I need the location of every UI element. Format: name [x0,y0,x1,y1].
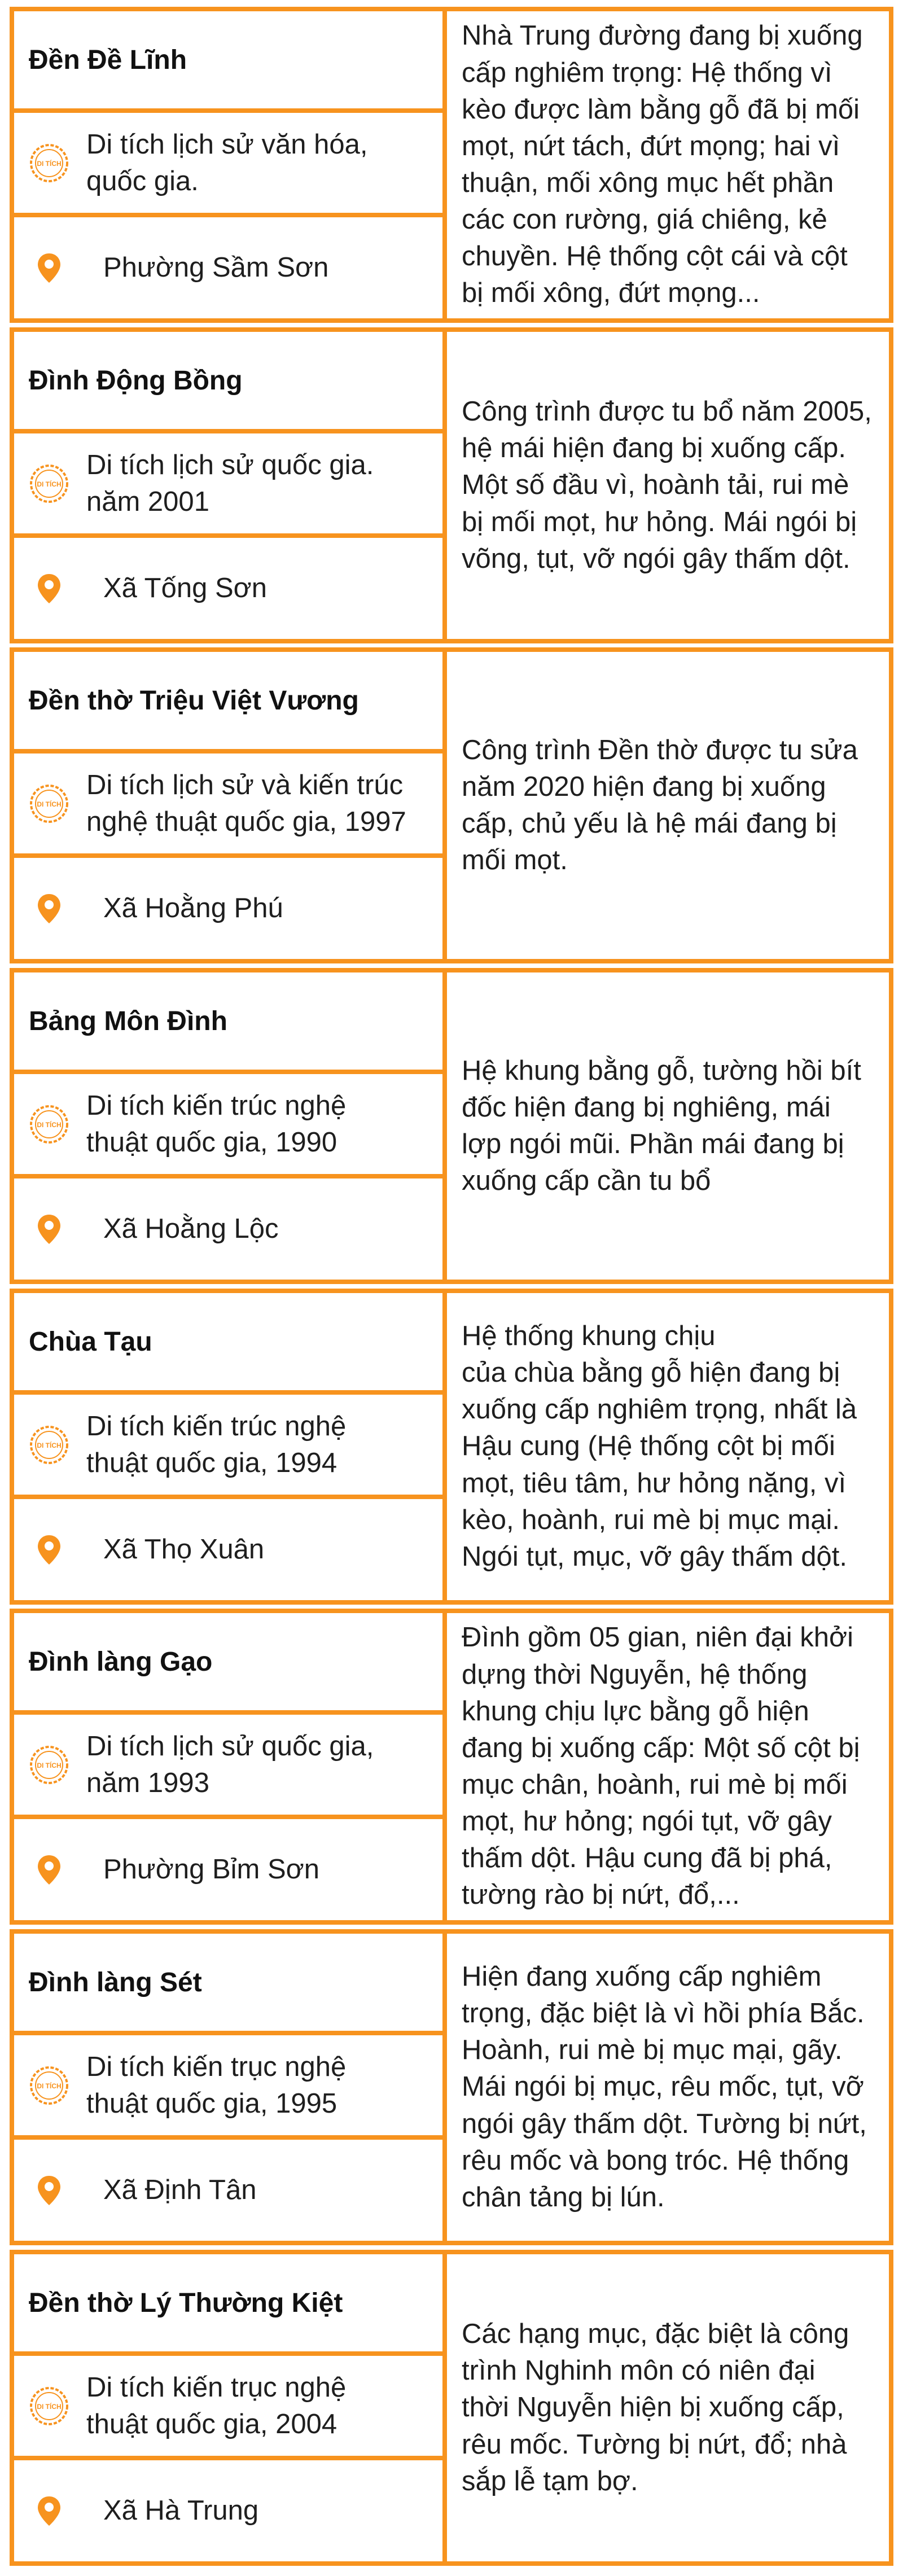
heritage-badge-icon [29,143,69,183]
heritage-site-card-6 [10,1609,893,1925]
heritage-site-card-5 [10,1289,893,1605]
site-location: Phường Bỉm Sơn [103,1854,320,1885]
site-category-cell [14,1074,442,1174]
site-info-column [10,1929,442,2245]
site-name-cell [14,332,442,429]
site-category: Di tích kiến trúc nghệ thuật quốc gia, 1990 [86,1090,347,1158]
site-description: Các hạng mục, đặc biệt là công trình Nghinh môn có niên đại thời Nguyễn hiện bị xuống cấp, rêu mốc. Tường bị nứt, đổ; nhà sắp lễ tạm bợ. [462,2319,849,2496]
site-description: Hệ khung bằng gỗ, tường hồi bít đốc hiện đang bị nghiêng, mái lợp ngói mũi. Phần mái đang bị xuống cấp cần tu bổ [462,1055,861,1197]
site-info-column [10,1609,442,1925]
site-description: Hệ thống khung chịu của chùa bằng gỗ hiện đang bị xuống cấp nghiêm trọng, nhất là Hậu cung (Hệ thống cột bị mối mọt, tiêu tâm, hư hỏng nặng, vì kèo, hoành, rui mè bị mục mại. Ngói tụt, mục, vỡ gây thấm dột. [462,1320,857,1572]
heritage-site-card-8 [10,2250,893,2566]
site-location: Xã Định Tân [103,2175,257,2206]
badge-text: DI TÍCH [37,1761,62,1769]
heritage-site-card-4 [10,968,893,1284]
site-location: Xã Hà Trung [103,2495,259,2526]
site-info-column [10,968,442,1284]
site-description: Đình gồm 05 gian, niên đại khởi dựng thời Nguyễn, hệ thống khung chịu lực bằng gỗ hiện đang bị xuống cấp: Một số cột bị mục chân, hoành, rui mè bị mối mọt, hư hỏng; ngói tụt, vỡ gây thấm dột. Hậu cung đã bị phá, tường rào bị nứt, đổ,... [462,1622,860,1911]
heritage-badge-icon [29,1425,69,1465]
heritage-site-card-2 [10,327,893,643]
site-name: Đền Đề Lĩnh [29,45,187,75]
site-info-column [10,1289,442,1605]
site-name: Bảng Môn Đình [29,1006,227,1036]
site-description-cell [447,1293,889,1600]
site-name-cell [14,972,442,1070]
site-location: Xã Thọ Xuân [103,1534,265,1565]
site-category-cell [14,433,442,533]
site-description-cell [447,2254,889,2561]
site-description-cell [447,972,889,1280]
site-category-cell [14,2035,442,2135]
site-location: Xã Hoằng Phú [103,893,283,924]
badge-text: DI TÍCH [37,1120,62,1129]
location-pin-icon [29,2495,86,2527]
site-description: Công trình Đền thờ được tu sửa năm 2020 hiện đang bị xuống cấp, chủ yếu là hệ mái đang bị mối mọt. [462,734,858,876]
badge-text: DI TÍCH [37,1441,62,1449]
site-location-cell [14,2140,442,2241]
heritage-badge-icon [29,2386,69,2426]
heritage-site-card-3 [10,647,893,963]
site-category: Di tích kiến trục nghệ thuật quốc gia, 2004 [86,2372,347,2439]
site-description-cell [447,652,889,959]
heritage-badge-icon [29,1745,69,1785]
site-location-cell [14,858,442,959]
site-description: Công trình được tu bổ năm 2005, hệ mái hiện đang bị xuống cấp. Một số đầu vì, hoành tải, rui mè bị mối mọt, hư hỏng. Mái ngói bị võng, tụt, vỡ ngói gây thấm dột. [462,396,872,574]
site-description-cell [447,11,889,318]
site-name: Đền thờ Triệu Việt Vương [29,685,359,716]
badge-text: DI TÍCH [37,480,62,488]
site-category: Di tích kiến trục nghệ thuật quốc gia, 1995 [86,2051,347,2119]
site-category: Di tích lịch sử quốc gia, năm 1993 [86,1731,374,1798]
site-name: Đình Động Bồng [29,365,243,396]
site-location: Phường Sầm Sơn [103,252,329,283]
site-name: Đình làng Sét [29,1967,202,1997]
location-pin-icon [29,252,86,284]
badge-text: DI TÍCH [37,800,62,808]
site-info-column [10,7,442,323]
location-pin-icon [29,573,86,604]
site-info-column [10,327,442,643]
badge-text: DI TÍCH [37,2402,62,2411]
site-name-cell [14,652,442,749]
heritage-badge-icon [29,783,69,824]
site-category-cell [14,753,442,853]
site-location-cell [14,1179,442,1280]
location-pin-icon [29,1534,86,1566]
location-pin-icon [29,893,86,925]
location-pin-icon [29,1213,86,1245]
heritage-site-card-1 [10,7,893,323]
site-category-cell [14,1715,442,1815]
badge-text: DI TÍCH [37,159,62,168]
site-location-cell [14,217,442,318]
site-description: Hiện đang xuống cấp nghiêm trọng, đặc biệt là vì hồi phía Bắc. Hoành, rui mè bị mục mại, gãy. Mái ngói bị mục, rêu mốc, tụt, vỡ ngói gây thấm dột. Tường bị nứt, rêu mốc và bong tróc. Hệ thống chân tảng bị lún. [462,1961,867,2213]
site-description-cell [447,1934,889,2241]
site-category-cell [14,1395,442,1495]
site-category: Di tích lịch sử và kiến trúc nghệ thuật quốc gia, 1997 [86,769,406,837]
site-category: Di tích kiến trúc nghệ thuật quốc gia, 1994 [86,1410,347,1478]
site-name: Đền thờ Lý Thường Kiệt [29,2288,343,2318]
site-name-cell [14,2254,442,2351]
site-name-cell [14,1293,442,1390]
site-info-column [10,2250,442,2566]
site-name-cell [14,11,442,108]
site-location: Xã Hoằng Lộc [103,1213,279,1245]
site-info-column [10,647,442,963]
site-location-cell [14,1499,442,1600]
site-category-cell [14,113,442,213]
site-category: Di tích lịch sử quốc gia. năm 2001 [86,449,374,517]
site-description: Nhà Trung đường đang bị xuống cấp nghiêm trọng: Hệ thống vì kèo được làm bằng gỗ đã bị mối mọt, nứt tách, đứt mọng; hai vì thuận, mối xông mục hết phần các con rường, giá chiêng, kẻ chuyền. Hệ thống cột cái và cột bị mối xông, đứt mọng... [462,20,863,309]
site-name: Chùa Tạu [29,1326,152,1357]
badge-text: DI TÍCH [37,2082,62,2090]
site-description-cell [447,332,889,639]
site-name: Đình làng Gạo [29,1646,213,1677]
heritage-badge-icon [29,1104,69,1145]
heritage-badge-icon [29,463,69,504]
site-name-cell [14,1613,442,1710]
site-category: Di tích lịch sử văn hóa, quốc gia. [86,129,368,196]
site-location-cell [14,1819,442,1920]
heritage-site-card-7 [10,1929,893,2245]
location-pin-icon [29,1854,86,1886]
site-location-cell [14,2460,442,2561]
site-location-cell [14,538,442,639]
site-location: Xã Tống Sơn [103,573,268,604]
heritage-badge-icon [29,2065,69,2106]
site-name-cell [14,1934,442,2031]
site-category-cell [14,2356,442,2456]
location-pin-icon [29,2175,86,2206]
site-description-cell [447,1613,889,1920]
